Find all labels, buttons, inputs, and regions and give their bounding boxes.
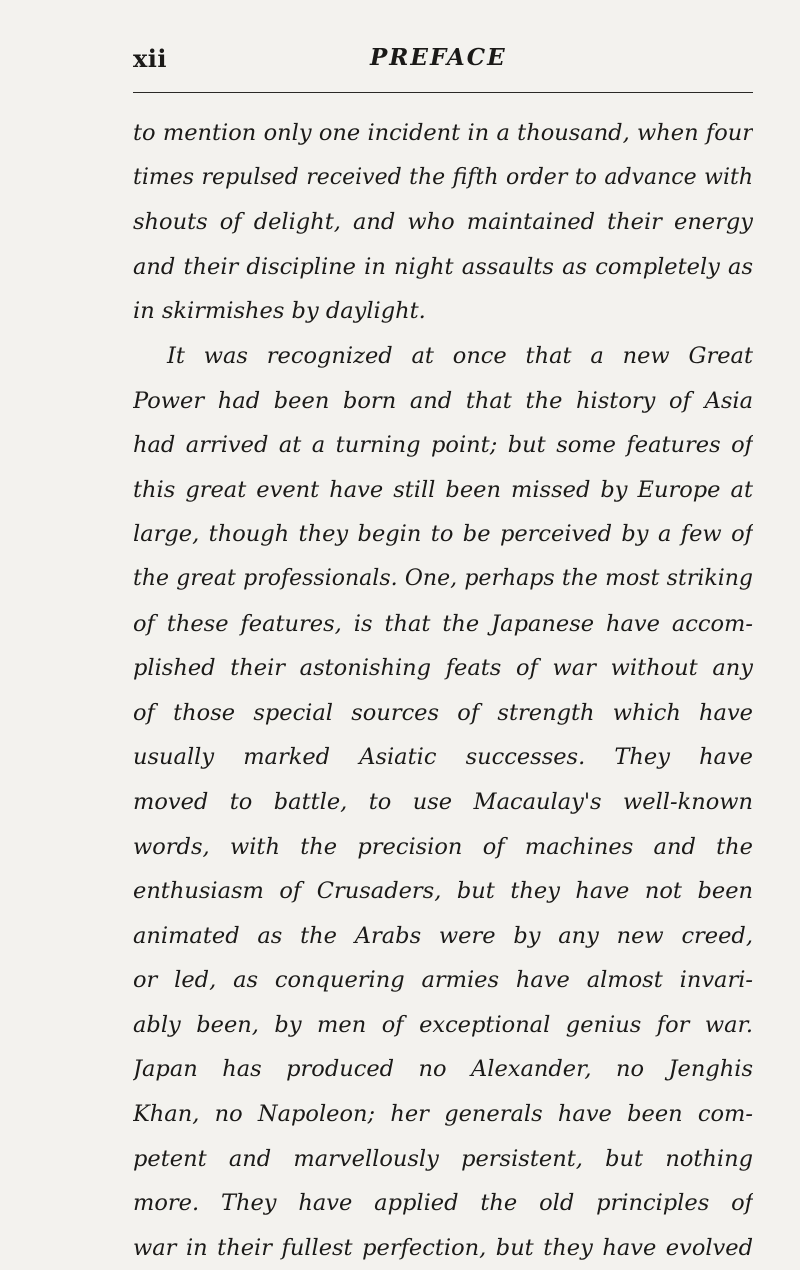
text-line: this great event have still been missed by Europe at <box>133 476 753 503</box>
text-line: plished their astonishing feats of war without any <box>133 655 753 682</box>
body-text <box>133 111 753 1270</box>
text-line: of these features, is that the Japanese have accom- <box>133 610 753 637</box>
text-line: shouts of delight, and who maintained their energy <box>133 209 753 236</box>
running-head <box>133 44 753 84</box>
text-line: to mention only one incident in a thousand, when four <box>133 120 753 146</box>
text-line: Power had been born and that the history of Asia <box>133 387 753 414</box>
text-line: times repulsed received the fifth order to advance with <box>133 164 753 190</box>
text-line: the great professionals. One, perhaps the most striking <box>133 565 753 591</box>
text-line: moved to battle, to use Macaulay's well-known <box>133 788 753 815</box>
text-line: of those special sources of strength which have <box>133 699 753 726</box>
text-line: enthusiasm of Crusaders, but they have not been <box>133 878 753 905</box>
text-line: usually marked Asiatic successes. They have <box>133 744 753 771</box>
text-line: war in their fullest perfection, but they have evolved <box>133 1234 753 1261</box>
text-line: or led, as conquering armies have almost invari- <box>133 967 753 994</box>
running-title: PREFACE <box>370 44 507 71</box>
text-line: words, with the precision of machines and the <box>133 833 753 860</box>
text-line: petent and marvellously persistent, but nothing <box>133 1145 753 1172</box>
text-line: ably been, by men of exceptional genius for war. <box>133 1011 753 1038</box>
text-line: It was recognized at once that a new Great <box>167 342 753 369</box>
text-line: animated as the Arabs were by any new creed, <box>133 922 753 949</box>
page-number: xii <box>133 44 168 73</box>
header-rule <box>133 92 753 93</box>
text-line: Japan has produced no Alexander, no Jenghis <box>133 1056 753 1083</box>
text-line: more. They have applied the old principles of <box>133 1190 753 1217</box>
text-line: large, though they begin to be perceived by a few of <box>133 521 753 548</box>
text-line: in skirmishes by daylight. <box>133 298 426 325</box>
text-line: Khan, no Napoleon; her generals have been com- <box>133 1101 753 1128</box>
text-line: had arrived at a turning point; but some features of <box>133 432 753 459</box>
text-line: and their discipline in night assaults as completely as <box>133 253 753 280</box>
